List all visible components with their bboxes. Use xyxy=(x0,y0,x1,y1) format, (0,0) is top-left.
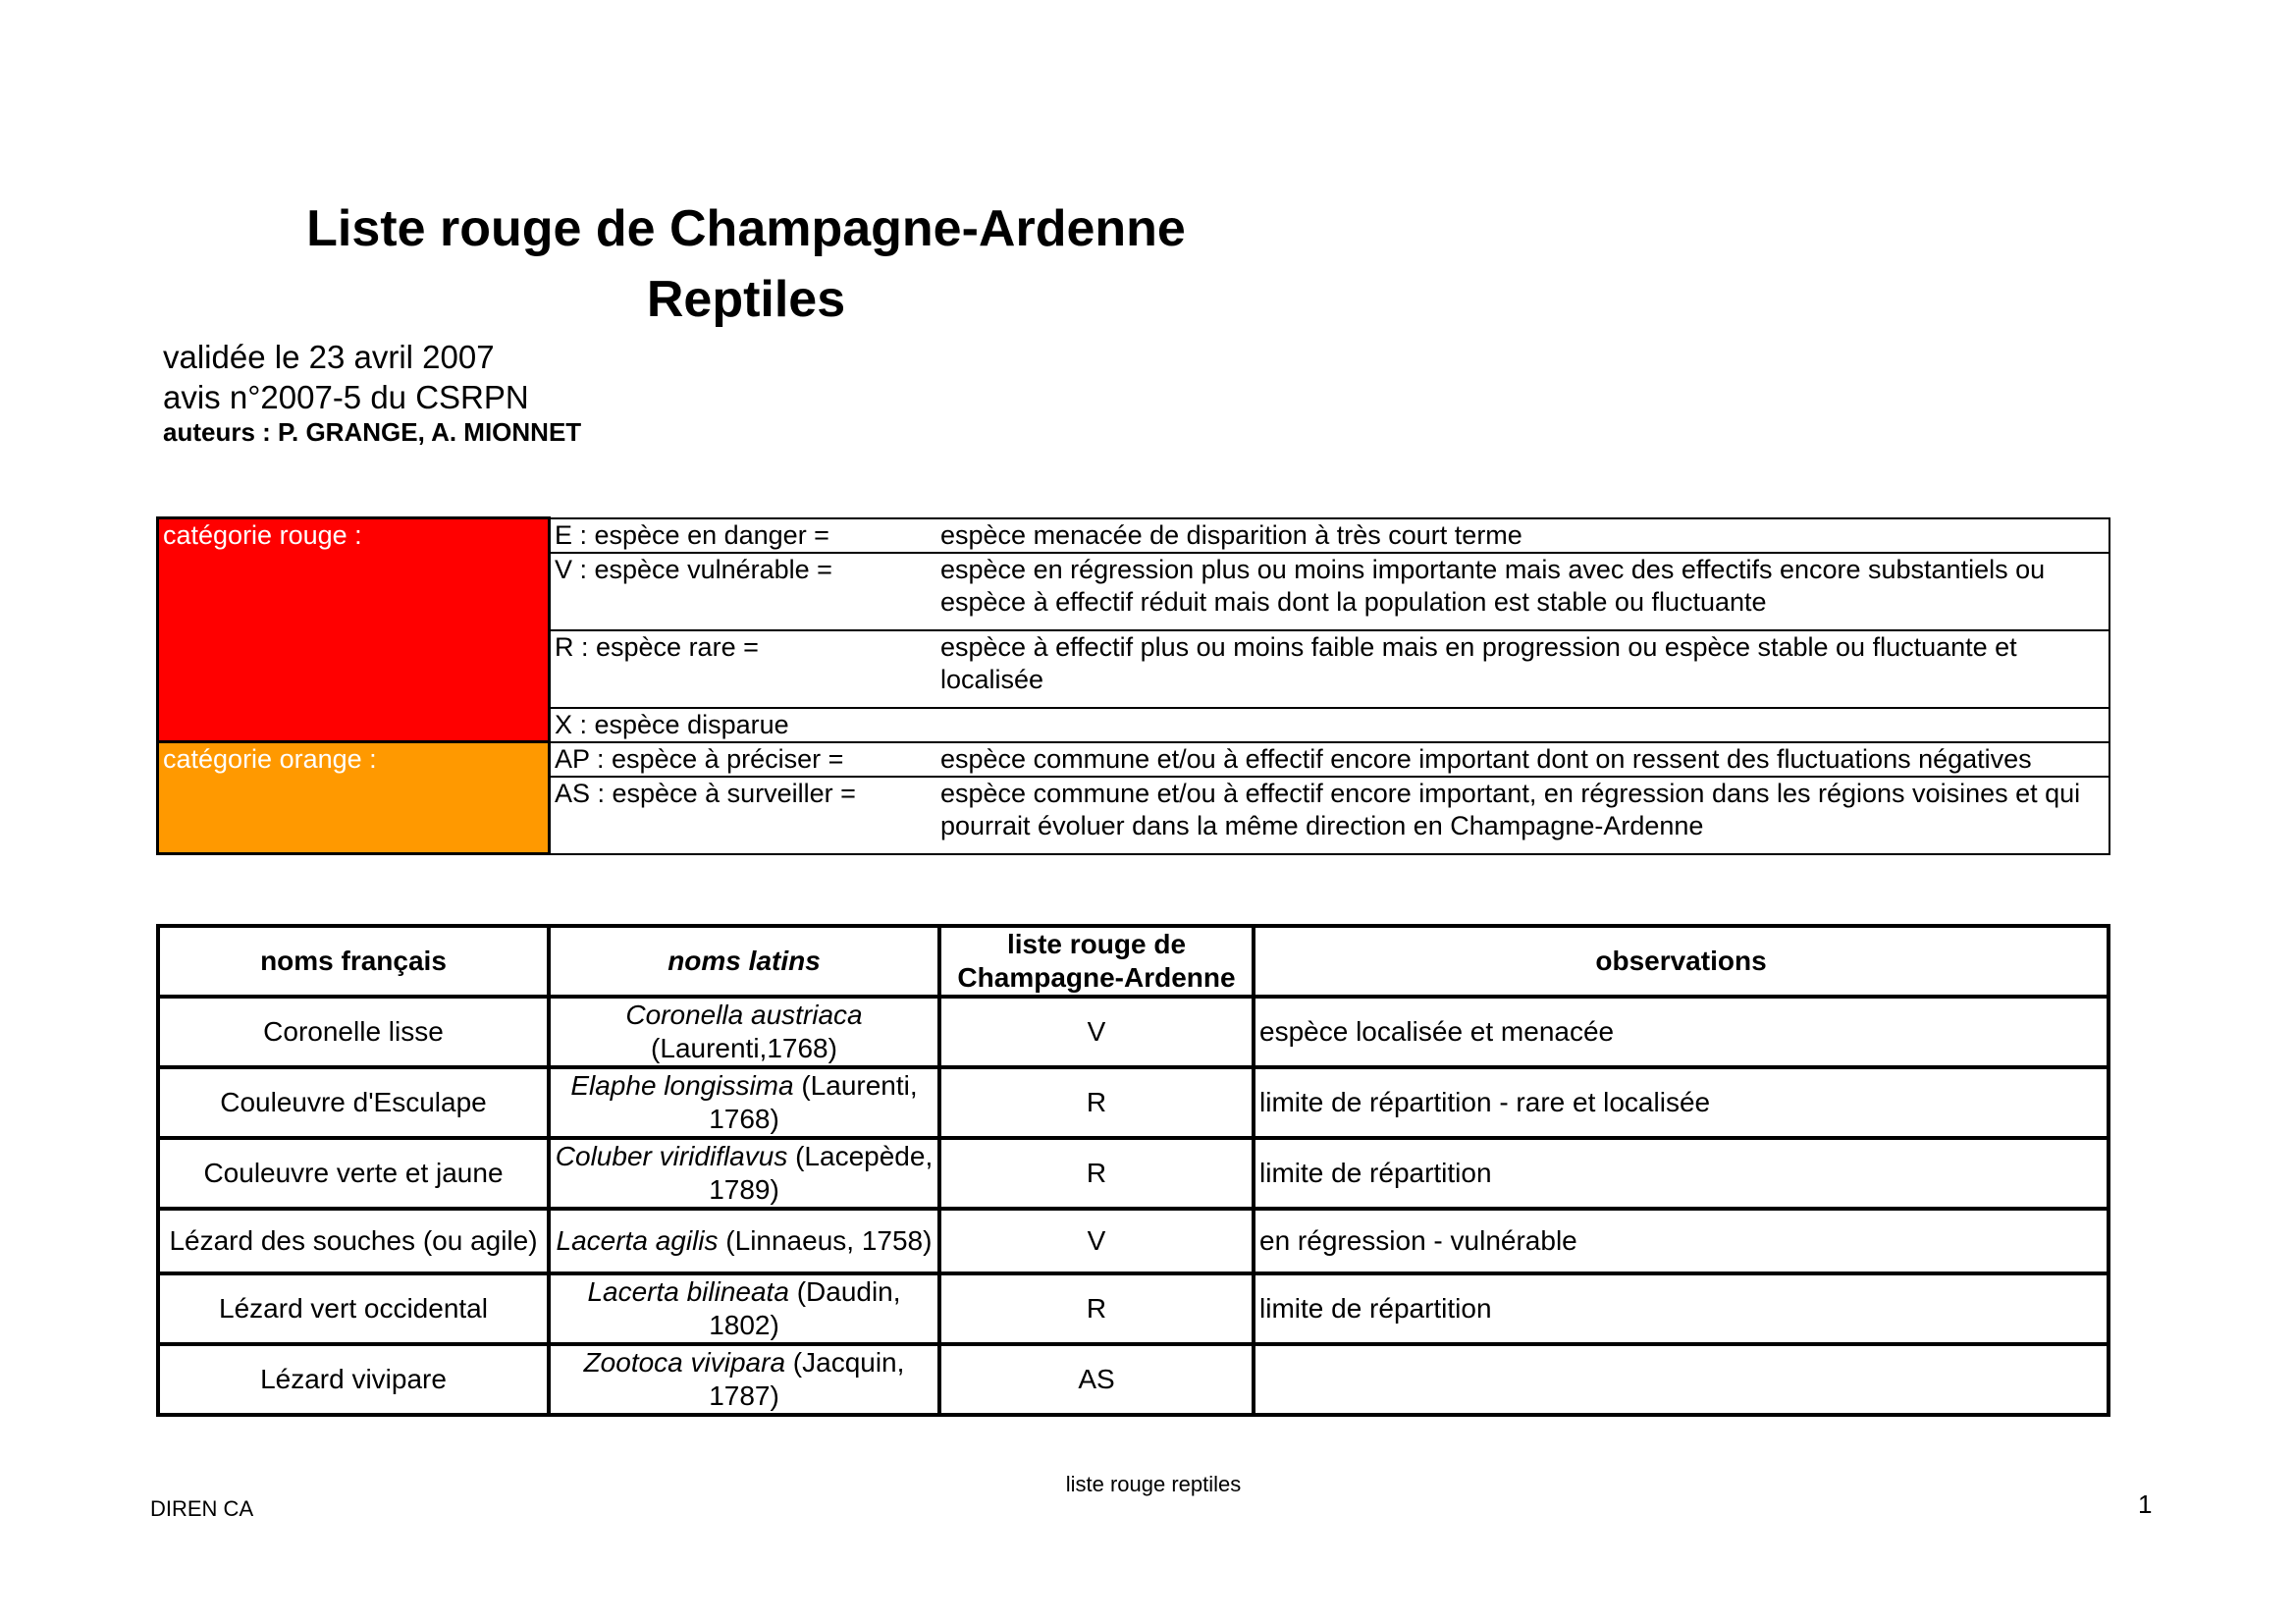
red-list-status: AS xyxy=(939,1344,1254,1415)
latin-binomial: Lacerta agilis xyxy=(556,1225,719,1256)
latin-author: (Laurenti,1768) xyxy=(651,1033,837,1063)
latin-author: (Daudin, 1802) xyxy=(709,1276,901,1340)
legend-code: AS : espèce à surveiller = xyxy=(550,777,937,854)
latin-author: (Jacquin, 1787) xyxy=(709,1347,905,1411)
latin-name xyxy=(549,1273,939,1344)
authors: auteurs : P. GRANGE, A. MIONNET xyxy=(163,417,582,447)
validation-date: validée le 23 avril 2007 xyxy=(163,339,495,375)
legend-definition: espèce menacée de disparition à très court terme xyxy=(936,518,2109,553)
latin-name xyxy=(549,1067,939,1138)
legend-code: E : espèce en danger = xyxy=(550,518,937,553)
observation: espèce localisée et menacée xyxy=(1254,997,2109,1067)
legend-code: V : espèce vulnérable = xyxy=(550,553,937,630)
latin-binomial: Coronella austriaca xyxy=(625,1000,863,1030)
latin-name xyxy=(549,1209,939,1273)
latin-name xyxy=(549,1344,939,1415)
latin-author: (Laurenti, 1768) xyxy=(709,1070,918,1134)
page-subtitle: Reptiles xyxy=(646,271,846,328)
legend-definition xyxy=(936,708,2109,742)
page-number: 1 xyxy=(2138,1489,2153,1519)
latin-author: (Linnaeus, 1758) xyxy=(725,1225,933,1256)
latin-binomial: Lacerta bilineata xyxy=(587,1276,789,1307)
legend-code: X : espèce disparue xyxy=(550,708,937,742)
page-title: Liste rouge de Champagne-Ardenne xyxy=(306,200,1186,257)
legend-definition: espèce à effectif plus ou moins faible mais en progression ou espèce stable ou fluctuante et localisée xyxy=(936,630,2109,708)
latin-name xyxy=(549,997,939,1067)
table-row xyxy=(158,997,2109,1067)
header-red-list: liste rouge de Champagne-Ardenne xyxy=(939,926,1254,997)
legend-row xyxy=(158,742,2110,777)
french-name: Lézard des souches (ou agile) xyxy=(158,1209,549,1273)
french-name: Couleuvre verte et jaune xyxy=(158,1138,549,1209)
french-name: Lézard vert occidental xyxy=(158,1273,549,1344)
table-row xyxy=(158,1067,2109,1138)
footer-organization: DIREN CA xyxy=(150,1496,254,1521)
legend-code: R : espèce rare = xyxy=(550,630,937,708)
table-row xyxy=(158,1209,2109,1273)
legend-definition: espèce en régression plus ou moins importante mais avec des effectifs encore substantiels ou espèce à effectif réduit mais dont la population est stable ou fluctuante xyxy=(936,553,2109,630)
latin-author: (Lacepède, 1789) xyxy=(709,1141,934,1205)
red-list-status: R xyxy=(939,1067,1254,1138)
french-name: Couleuvre d'Esculape xyxy=(158,1067,549,1138)
legend-code: AP : espèce à préciser = xyxy=(550,742,937,777)
latin-binomial: Zootoca vivipara xyxy=(583,1347,786,1378)
observation: limite de répartition xyxy=(1254,1138,2109,1209)
french-name: Coronelle lisse xyxy=(158,997,549,1067)
observation: en régression - vulnérable xyxy=(1254,1209,2109,1273)
red-list-status: V xyxy=(939,1209,1254,1273)
table-row xyxy=(158,1344,2109,1415)
french-name: Lézard vivipare xyxy=(158,1344,549,1415)
red-list-status: V xyxy=(939,997,1254,1067)
footer-document-name: liste rouge reptiles xyxy=(1065,1472,1242,1496)
red-list-status: R xyxy=(939,1138,1254,1209)
legend-definition: espèce commune et/ou à effectif encore important, en régression dans les régions voisines et qui pourrait évoluer dans la même direction en Champagne-Ardenne xyxy=(936,777,2109,854)
latin-binomial: Elaphe longissima xyxy=(570,1070,794,1101)
species-table xyxy=(156,924,2110,1417)
header-latin-names: noms latins xyxy=(549,926,939,997)
header-french-names: noms français xyxy=(158,926,549,997)
observation: limite de répartition - rare et localisée xyxy=(1254,1067,2109,1138)
category-orange-label: catégorie orange : xyxy=(158,742,550,854)
table-row xyxy=(158,1138,2109,1209)
category-legend-table xyxy=(156,516,2110,855)
table-row xyxy=(158,1273,2109,1344)
table-header-row xyxy=(158,926,2109,997)
observation: limite de répartition xyxy=(1254,1273,2109,1344)
observation xyxy=(1254,1344,2109,1415)
header-observations: observations xyxy=(1254,926,2109,997)
latin-binomial: Coluber viridiflavus xyxy=(555,1141,788,1171)
red-list-status: R xyxy=(939,1273,1254,1344)
avis-number: avis n°2007-5 du CSRPN xyxy=(163,379,529,415)
legend-row xyxy=(158,518,2110,553)
latin-name xyxy=(549,1138,939,1209)
category-red-label: catégorie rouge : xyxy=(158,518,550,742)
legend-definition: espèce commune et/ou à effectif encore important dont on ressent des fluctuations négatives xyxy=(936,742,2109,777)
